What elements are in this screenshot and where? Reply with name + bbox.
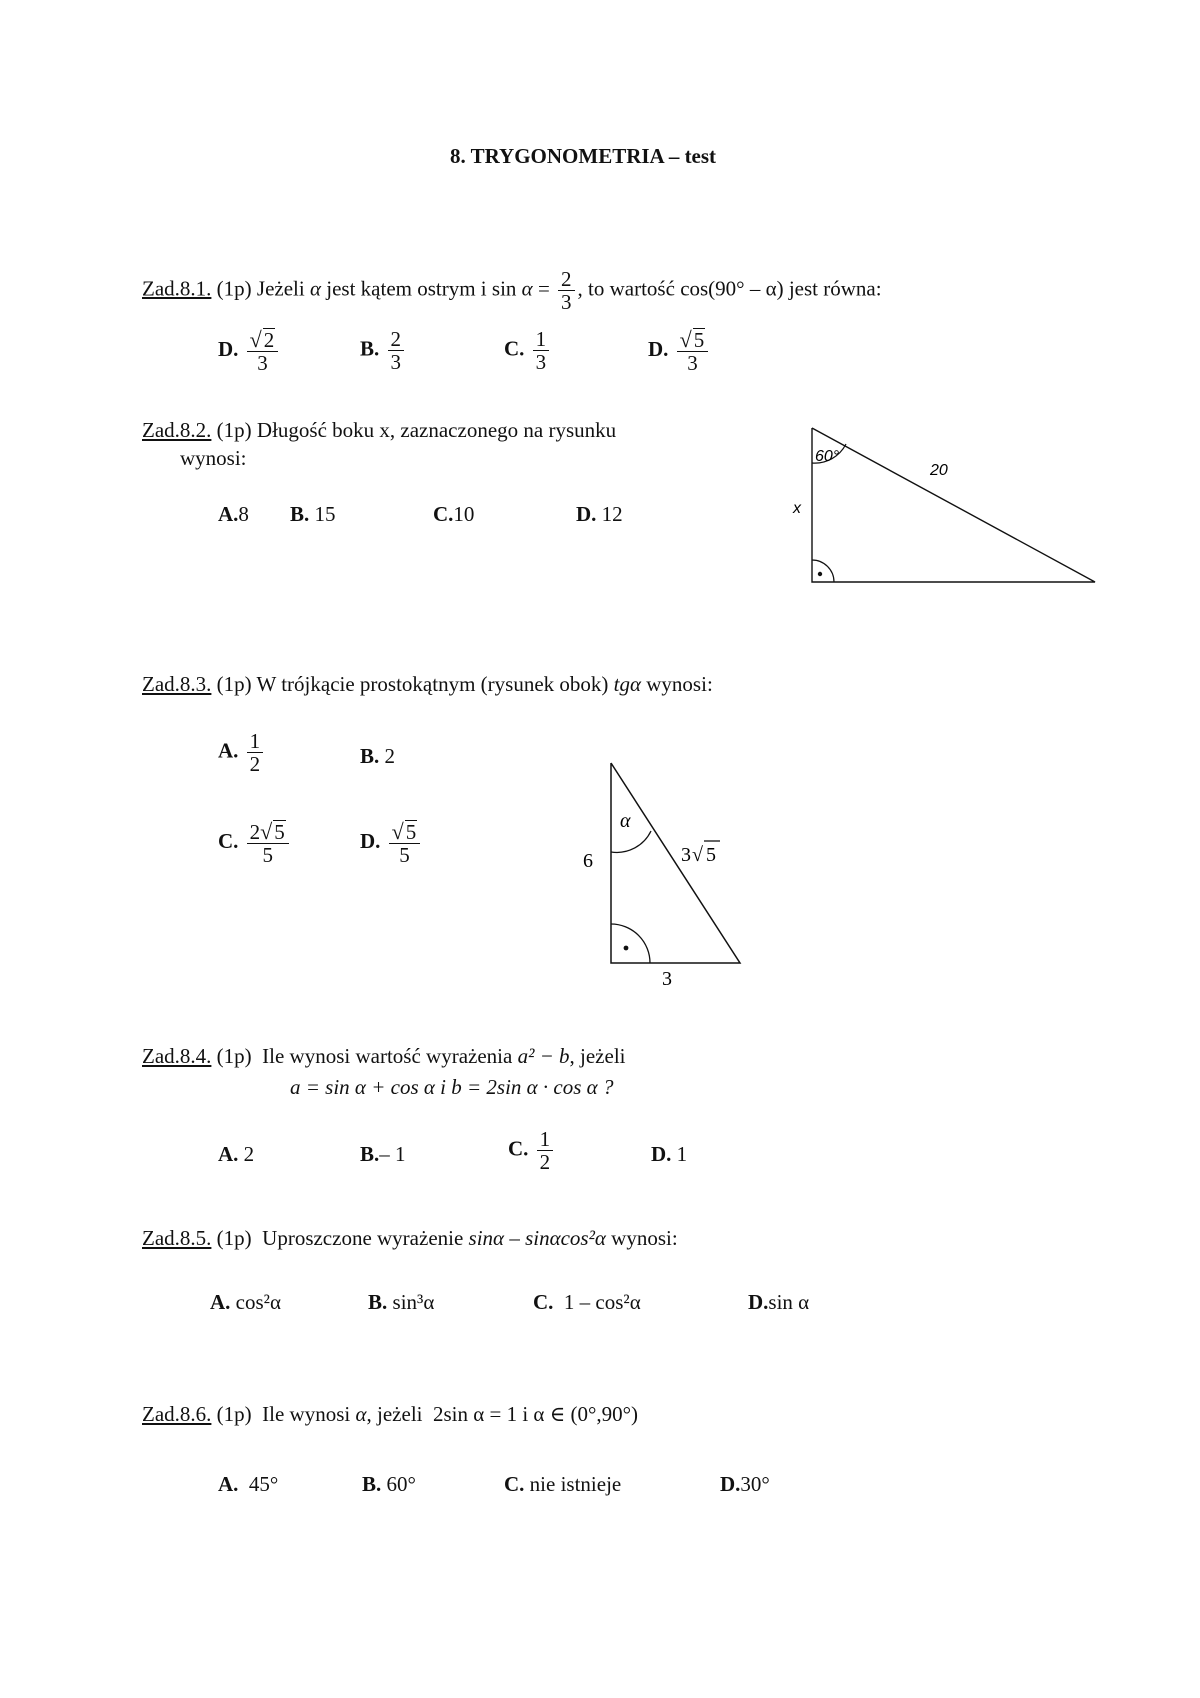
triangle-figure-8-2	[780, 420, 1110, 595]
answer-option[interactable]: C. $\frac{1}{2}$	[508, 1128, 556, 1173]
answer-option[interactable]: B. $\frac{2}{3}$	[360, 328, 407, 373]
expression: sinα – sinαcos²α	[468, 1226, 606, 1250]
answer-option[interactable]: B. 60°	[362, 1472, 416, 1496]
task-8-4-condition: a = sin α + cos α i b = 2sin α · cos α ?	[290, 1075, 614, 1099]
svg-text:√: √	[692, 844, 703, 866]
triangle-outline	[812, 428, 1095, 582]
answer-option[interactable]: B.– 1	[360, 1142, 406, 1166]
task-label: Zad.8.1.	[142, 276, 212, 301]
answer-option[interactable]: A. $\frac{1}{2}$	[218, 730, 266, 775]
answer-option[interactable]: A. cos²α	[210, 1290, 281, 1314]
leg-horizontal-label: 3	[662, 968, 672, 990]
task-8-2-question: Zad.8.2. (1p) Długość boku x, zaznaczonego na rysunku	[142, 418, 617, 442]
task-8-1-question: Zad.8.1. (1p) Jeżeli α jest kątem ostrym i sin α = $\frac{2}{3}$ , to wartość cos(90° – α) jest równa:	[142, 267, 882, 315]
fraction: $\frac{2}{3}$	[558, 268, 575, 313]
condition: 2sin α = 1 i α ∈ (0°,90°)	[432, 1402, 639, 1426]
answer-option[interactable]: B. 2	[360, 744, 396, 768]
task-8-2-question-line2: wynosi:	[180, 446, 247, 470]
task-8-6-question: Zad.8.6. (1p) Ile wynosi α, jeżeli 2sin α = 1 i α ∈ (0°,90°)	[142, 1402, 639, 1426]
cos-expression: cos(90° – α)	[680, 276, 784, 301]
answer-option[interactable]: B. 15	[290, 502, 336, 526]
svg-text:3: 3	[681, 844, 691, 866]
answer-option[interactable]: A.8	[218, 502, 249, 526]
side-x-label: x	[793, 500, 801, 517]
page-title: 8. TRYGONOMETRIA – test	[450, 144, 717, 168]
answer-option[interactable]: D. $\frac{√2}{3}$	[218, 328, 281, 374]
angle-label: 60°	[815, 448, 840, 465]
answer-option[interactable]: C. $\frac{2√5}{5}$	[218, 820, 292, 866]
right-angle-dot	[624, 946, 629, 951]
right-angle-arc	[611, 924, 650, 963]
angle-alpha-arc	[611, 831, 651, 852]
answer-option[interactable]: B. sin³α	[368, 1290, 435, 1314]
alpha-label: α	[620, 810, 631, 832]
answer-option[interactable]: C. 1 – cos²α	[533, 1290, 641, 1314]
answer-option[interactable]: D.sin α	[748, 1290, 810, 1314]
answer-option[interactable]: D. $\frac{√5}{5}$	[360, 820, 423, 866]
hypotenuse-label: 20	[930, 462, 948, 479]
leg-vertical-label: 6	[583, 850, 593, 872]
svg-text:5: 5	[706, 844, 716, 866]
answer-option[interactable]: A. 45°	[218, 1472, 279, 1496]
right-angle-dot	[818, 572, 822, 576]
answer-option[interactable]: C. nie istnieje	[504, 1472, 622, 1496]
answer-option[interactable]: A. 2	[218, 1142, 255, 1166]
answer-option[interactable]: D. 12	[576, 502, 623, 526]
task-points: (1p)	[216, 276, 252, 301]
expression: a² − b	[517, 1044, 570, 1068]
answer-option[interactable]: C.10	[433, 502, 475, 526]
answer-option[interactable]: D.30°	[720, 1472, 770, 1496]
answer-option[interactable]: D. $\frac{√5}{3}$	[648, 328, 711, 374]
triangle-figure-8-3	[575, 755, 765, 995]
answer-option[interactable]: C. $\frac{1}{3}$	[504, 328, 552, 373]
right-angle-arc	[812, 560, 834, 582]
task-8-4-question: Zad.8.4. (1p) Ile wynosi wartość wyrażenia a² − b, jeżeli	[142, 1044, 626, 1068]
task-8-3-question: Zad.8.3. (1p) W trójkącie prostokątnym (rysunek obok) tgα wynosi:	[142, 672, 713, 696]
task-8-5-question: Zad.8.5. (1p) Uproszczone wyrażenie sinα – sinαcos²α wynosi:	[142, 1226, 678, 1250]
triangle-outline	[611, 763, 740, 963]
hypotenuse-label	[681, 841, 720, 866]
answer-option[interactable]: D. 1	[651, 1142, 688, 1166]
